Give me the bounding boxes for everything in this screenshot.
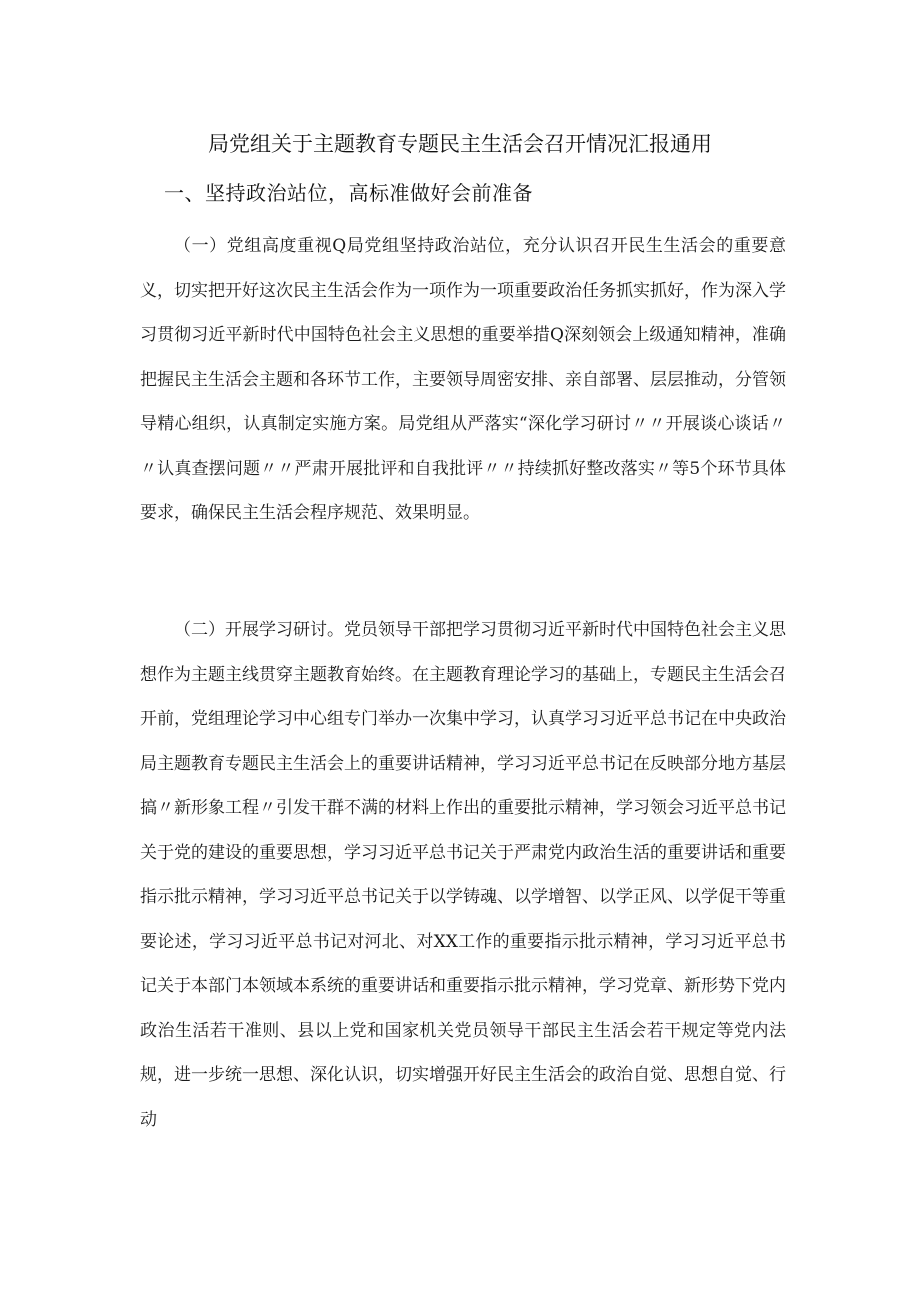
document-title: 局党组关于主题教育专题民主生活会召开情况汇报通用 bbox=[208, 132, 712, 156]
paragraph-2: （二）开展学习研讨。党员领导干部把学习贯彻习近平新时代中国特色社会主义思想作为主题主线贯穿主题教育始终。在主题教育理论学习的基础上，专题民主生活会召开前，党组理论学习中心组专门举办一次集中学习，认真学习习近平总书记在中央政治局主题教育专题民主生活会上的重要讲话精神，学习习近平总书记在反映部分地方基层搞〃新形象工程〃引发干群不满的材料上作出的重要批示精神，学习领会习近平总书记关于党的建设的重要思想，学习习近平总书记关于严肃党内政治生活的重要讲话和重要指示批示精神，学习习近平总书记关于以学铸魂、以学增智、以学正风、以学促干等重要论述，学习习近平总书记对河北、对XX工作的重要指示批示精神，学习习近平总书记关于本部门本领域本系统的重要讲话和重要指示批示精神，学习党章、新形势下党内政治生活若干准则、县以上党和国家机关党员领导干部民主生活会若干规定等党内法规，进一步统一思想、深化认识，切实增强开好民主生活会的政治自觉、思想自觉、行动 bbox=[140, 620, 786, 1130]
section-heading: 一、坚持政治站位，高标准做好会前准备 bbox=[164, 181, 533, 205]
paragraph-1: （一）党组高度重视Q局党组坚持政治站位，充分认识召开民生生活会的重要意义，切实把开好这次民主生活会作为一项作为一项重要政治任务抓实抓好，作为深入学习贯彻习近平新时代中国特色社会主义思想的重要举措Q深刻领会上级通知精神，准确把握民主生活会主题和各环节工作，主要领导周密安排、亲自部署、层层推动，分管领导精心组织，认真制定实施方案。局党组从严落实“深化学习研讨〃〃开展谈心谈话〃〃认真查摆问题〃〃严肃开展批评和自我批评〃〃持续抓好整改落实〃等5个环节具体要求，确保民主生活会程序规范、效果明显。 bbox=[140, 236, 786, 523]
